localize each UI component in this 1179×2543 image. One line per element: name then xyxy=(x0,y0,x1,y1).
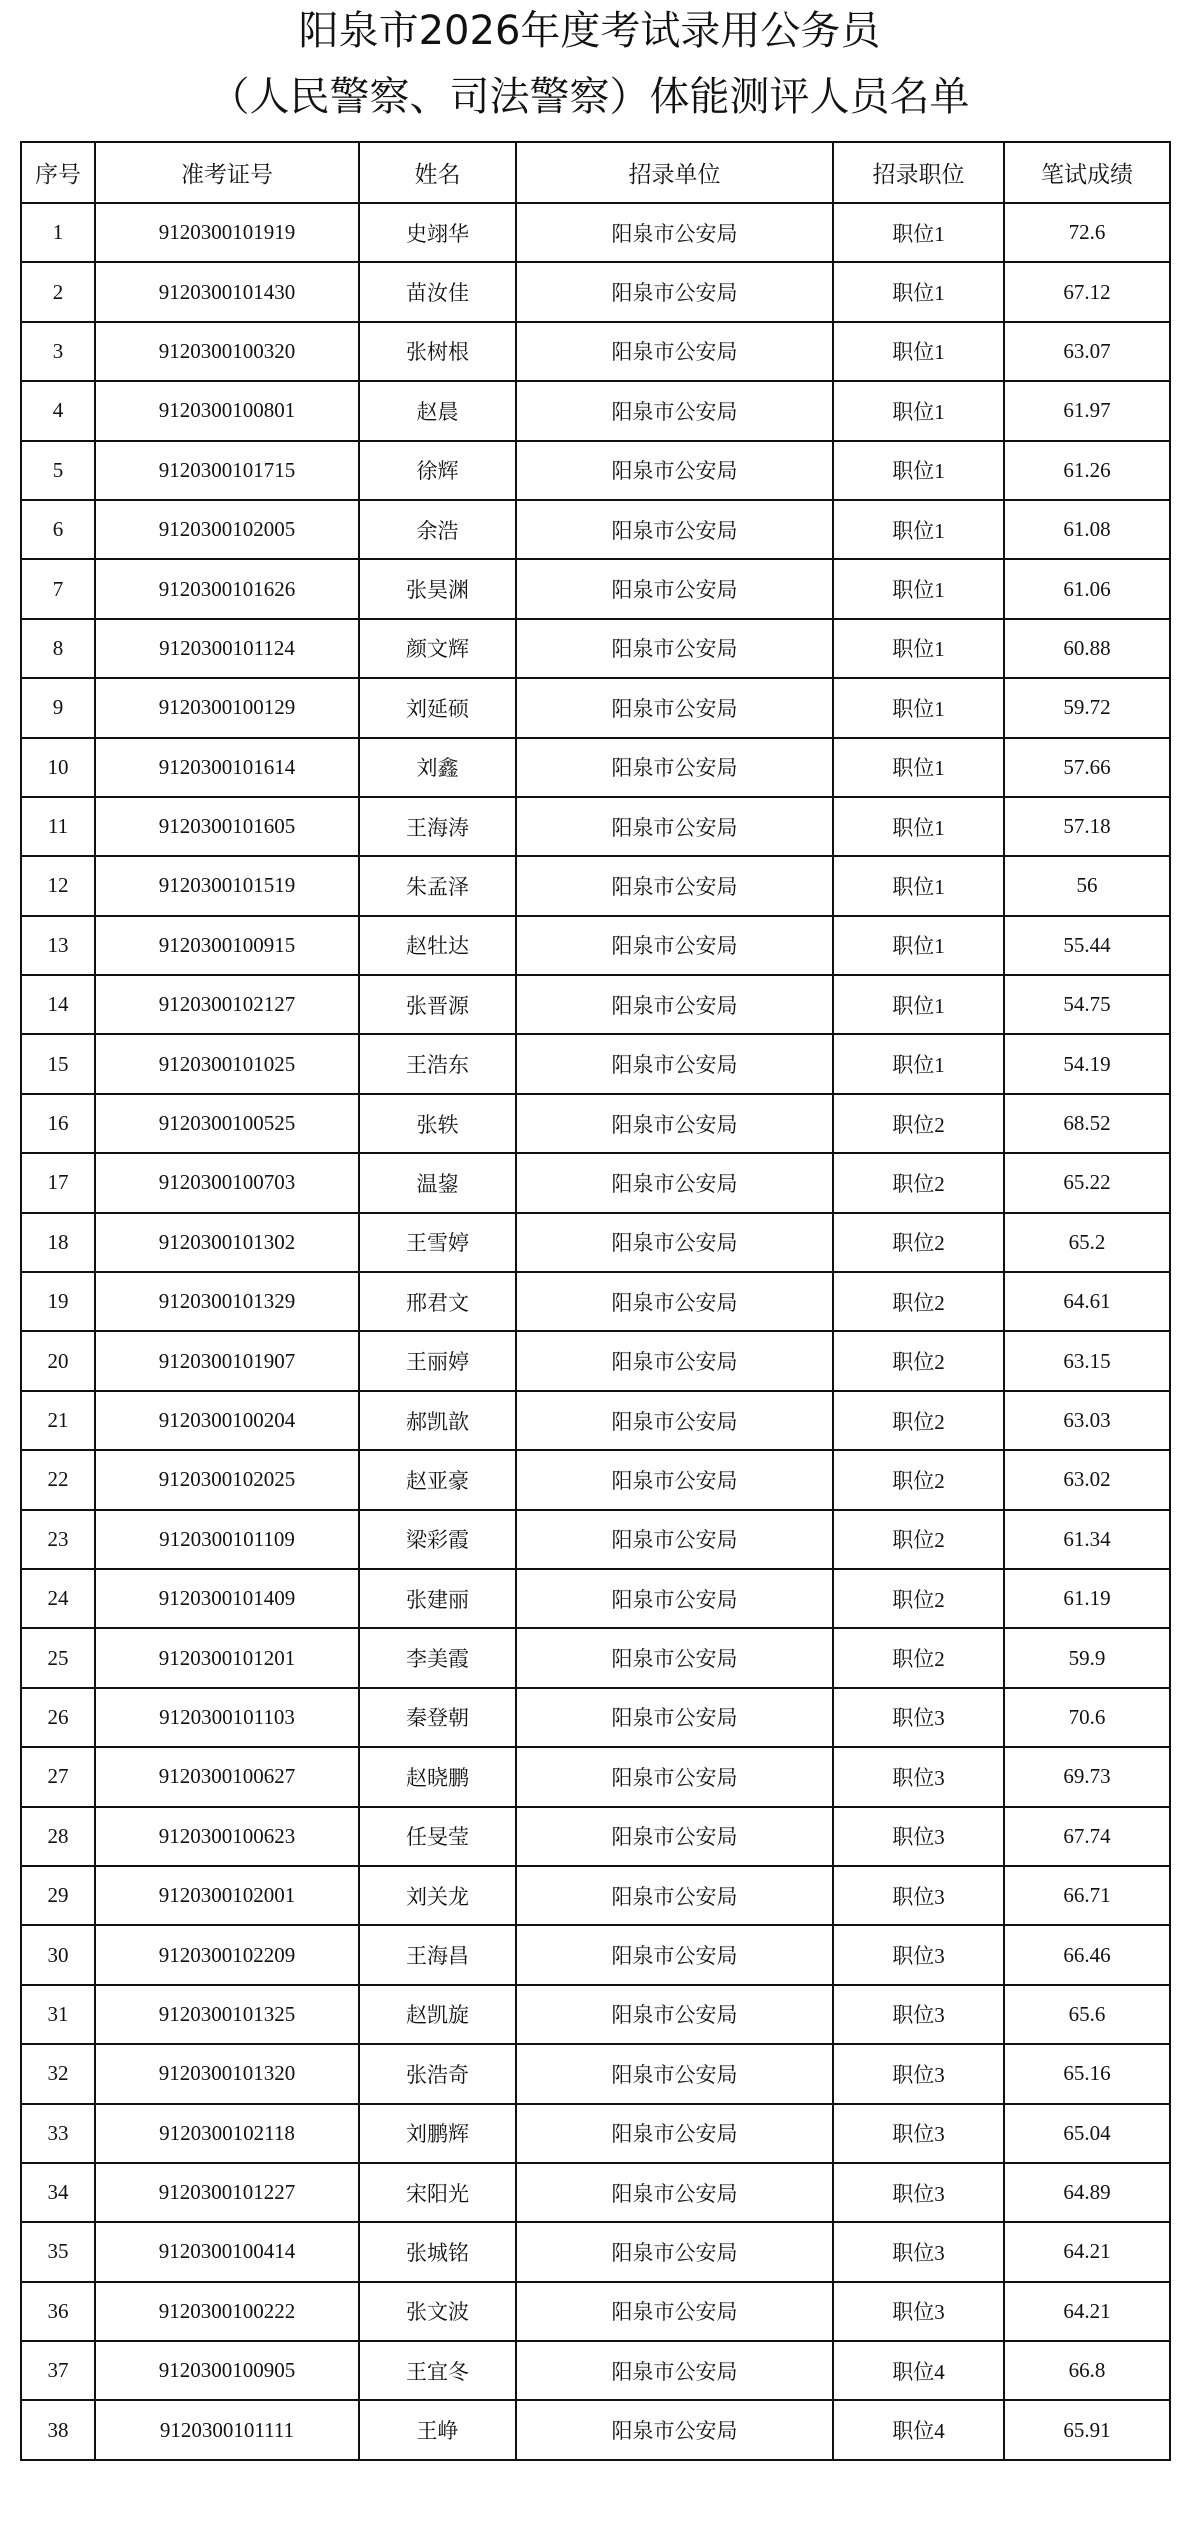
cell-recruiting-unit: 阳泉市公安局 xyxy=(516,203,833,262)
cell-written-score: 60.88 xyxy=(1004,619,1170,678)
title-line-1: 阳泉市2026年度考试录用公务员 xyxy=(298,8,881,54)
cell-exam-id: 9120300100204 xyxy=(95,1391,359,1450)
table-row xyxy=(21,1628,1170,1687)
cell-written-score: 61.34 xyxy=(1004,1510,1170,1569)
cell-seq: 10 xyxy=(21,738,95,797)
header-written-score: 笔试成绩 xyxy=(1004,142,1170,203)
cell-written-score: 66.8 xyxy=(1004,2341,1170,2400)
cell-name: 余浩 xyxy=(359,500,516,559)
cell-position: 职位3 xyxy=(833,1985,1004,2044)
cell-seq: 35 xyxy=(21,2222,95,2281)
cell-exam-id: 9120300101227 xyxy=(95,2163,359,2222)
table-row xyxy=(21,1153,1170,1212)
cell-position: 职位3 xyxy=(833,2104,1004,2163)
cell-recruiting-unit: 阳泉市公安局 xyxy=(516,500,833,559)
cell-name: 温鋆 xyxy=(359,1153,516,1212)
cell-exam-id: 9120300100623 xyxy=(95,1807,359,1866)
cell-position: 职位1 xyxy=(833,203,1004,262)
cell-name: 赵牡达 xyxy=(359,916,516,975)
cell-exam-id: 9120300102005 xyxy=(95,500,359,559)
cell-exam-id: 9120300101626 xyxy=(95,559,359,618)
table-row xyxy=(21,2341,1170,2400)
cell-written-score: 59.9 xyxy=(1004,1628,1170,1687)
cell-written-score: 65.6 xyxy=(1004,1985,1170,2044)
table-row xyxy=(21,1331,1170,1390)
cell-name: 王雪婷 xyxy=(359,1213,516,1272)
cell-exam-id: 9120300101320 xyxy=(95,2044,359,2103)
cell-exam-id: 9120300100129 xyxy=(95,678,359,737)
cell-exam-id: 9120300101430 xyxy=(95,262,359,321)
cell-position: 职位2 xyxy=(833,1628,1004,1687)
table-row xyxy=(21,1985,1170,2044)
header-seq: 序号 xyxy=(21,142,95,203)
table-row xyxy=(21,678,1170,737)
cell-written-score: 65.16 xyxy=(1004,2044,1170,2103)
cell-name: 王丽婷 xyxy=(359,1331,516,1390)
cell-recruiting-unit: 阳泉市公安局 xyxy=(516,2341,833,2400)
cell-position: 职位2 xyxy=(833,1510,1004,1569)
cell-seq: 26 xyxy=(21,1688,95,1747)
cell-seq: 25 xyxy=(21,1628,95,1687)
cell-position: 职位1 xyxy=(833,916,1004,975)
cell-recruiting-unit: 阳泉市公安局 xyxy=(516,619,833,678)
cell-recruiting-unit: 阳泉市公安局 xyxy=(516,1747,833,1806)
cell-seq: 31 xyxy=(21,1985,95,2044)
cell-exam-id: 9120300100222 xyxy=(95,2282,359,2341)
cell-name: 王海昌 xyxy=(359,1925,516,1984)
cell-name: 颜文辉 xyxy=(359,619,516,678)
cell-recruiting-unit: 阳泉市公安局 xyxy=(516,1510,833,1569)
cell-seq: 2 xyxy=(21,262,95,321)
cell-exam-id: 9120300101907 xyxy=(95,1331,359,1390)
header-position: 招录职位 xyxy=(833,142,1004,203)
cell-name: 张浩奇 xyxy=(359,2044,516,2103)
cell-written-score: 56 xyxy=(1004,856,1170,915)
cell-name: 刘鑫 xyxy=(359,738,516,797)
cell-written-score: 65.2 xyxy=(1004,1213,1170,1272)
cell-seq: 15 xyxy=(21,1034,95,1093)
cell-position: 职位4 xyxy=(833,2341,1004,2400)
cell-position: 职位3 xyxy=(833,2222,1004,2281)
table-row xyxy=(21,262,1170,321)
cell-seq: 36 xyxy=(21,2282,95,2341)
cell-written-score: 57.66 xyxy=(1004,738,1170,797)
cell-position: 职位2 xyxy=(833,1569,1004,1628)
cell-recruiting-unit: 阳泉市公安局 xyxy=(516,1391,833,1450)
table-row xyxy=(21,1450,1170,1509)
cell-exam-id: 9120300101302 xyxy=(95,1213,359,1272)
cell-recruiting-unit: 阳泉市公安局 xyxy=(516,1272,833,1331)
cell-written-score: 65.22 xyxy=(1004,1153,1170,1212)
cell-exam-id: 9120300102127 xyxy=(95,975,359,1034)
table-row xyxy=(21,1747,1170,1806)
table-row xyxy=(21,500,1170,559)
cell-position: 职位1 xyxy=(833,1034,1004,1093)
cell-position: 职位2 xyxy=(833,1450,1004,1509)
cell-recruiting-unit: 阳泉市公安局 xyxy=(516,678,833,737)
cell-recruiting-unit: 阳泉市公安局 xyxy=(516,1688,833,1747)
cell-written-score: 57.18 xyxy=(1004,797,1170,856)
table-row xyxy=(21,2163,1170,2222)
table-row xyxy=(21,797,1170,856)
cell-name: 王海涛 xyxy=(359,797,516,856)
table-body xyxy=(21,203,1170,2460)
cell-seq: 28 xyxy=(21,1807,95,1866)
cell-recruiting-unit: 阳泉市公安局 xyxy=(516,2044,833,2103)
table-row xyxy=(21,975,1170,1034)
cell-exam-id: 9120300100627 xyxy=(95,1747,359,1806)
table-row xyxy=(21,2104,1170,2163)
cell-recruiting-unit: 阳泉市公安局 xyxy=(516,262,833,321)
cell-seq: 27 xyxy=(21,1747,95,1806)
cell-recruiting-unit: 阳泉市公安局 xyxy=(516,2222,833,2281)
cell-name: 张城铭 xyxy=(359,2222,516,2281)
cell-written-score: 67.12 xyxy=(1004,262,1170,321)
cell-name: 张昊渊 xyxy=(359,559,516,618)
cell-position: 职位3 xyxy=(833,2044,1004,2103)
cell-recruiting-unit: 阳泉市公安局 xyxy=(516,1213,833,1272)
cell-position: 职位1 xyxy=(833,381,1004,440)
cell-recruiting-unit: 阳泉市公安局 xyxy=(516,1866,833,1925)
table-row xyxy=(21,2222,1170,2281)
cell-position: 职位2 xyxy=(833,1331,1004,1390)
cell-name: 赵亚豪 xyxy=(359,1450,516,1509)
cell-position: 职位1 xyxy=(833,856,1004,915)
cell-recruiting-unit: 阳泉市公安局 xyxy=(516,975,833,1034)
cell-exam-id: 9120300101109 xyxy=(95,1510,359,1569)
cell-exam-id: 9120300100525 xyxy=(95,1094,359,1153)
cell-seq: 18 xyxy=(21,1213,95,1272)
table-row xyxy=(21,1925,1170,1984)
cell-name: 朱孟泽 xyxy=(359,856,516,915)
table-row xyxy=(21,1391,1170,1450)
cell-seq: 13 xyxy=(21,916,95,975)
cell-recruiting-unit: 阳泉市公安局 xyxy=(516,2400,833,2459)
cell-seq: 5 xyxy=(21,441,95,500)
cell-written-score: 65.91 xyxy=(1004,2400,1170,2459)
table-row xyxy=(21,1510,1170,1569)
cell-written-score: 68.52 xyxy=(1004,1094,1170,1153)
cell-recruiting-unit: 阳泉市公安局 xyxy=(516,2282,833,2341)
cell-name: 徐辉 xyxy=(359,441,516,500)
cell-exam-id: 9120300100320 xyxy=(95,322,359,381)
cell-exam-id: 9120300102118 xyxy=(95,2104,359,2163)
cell-seq: 4 xyxy=(21,381,95,440)
cell-seq: 33 xyxy=(21,2104,95,2163)
cell-exam-id: 9120300101124 xyxy=(95,619,359,678)
cell-seq: 8 xyxy=(21,619,95,678)
cell-seq: 32 xyxy=(21,2044,95,2103)
cell-written-score: 63.15 xyxy=(1004,1331,1170,1390)
cell-written-score: 63.03 xyxy=(1004,1391,1170,1450)
cell-written-score: 61.19 xyxy=(1004,1569,1170,1628)
cell-seq: 6 xyxy=(21,500,95,559)
cell-written-score: 59.72 xyxy=(1004,678,1170,737)
table-row xyxy=(21,916,1170,975)
title-line-2: （人民警察、司法警察）体能测评人员名单 xyxy=(209,74,970,120)
cell-seq: 37 xyxy=(21,2341,95,2400)
cell-name: 任旻莹 xyxy=(359,1807,516,1866)
cell-exam-id: 9120300100915 xyxy=(95,916,359,975)
cell-recruiting-unit: 阳泉市公安局 xyxy=(516,1034,833,1093)
cell-seq: 14 xyxy=(21,975,95,1034)
cell-seq: 19 xyxy=(21,1272,95,1331)
cell-recruiting-unit: 阳泉市公安局 xyxy=(516,856,833,915)
cell-written-score: 66.46 xyxy=(1004,1925,1170,1984)
cell-position: 职位3 xyxy=(833,1925,1004,1984)
cell-name: 史翊华 xyxy=(359,203,516,262)
cell-name: 王浩东 xyxy=(359,1034,516,1093)
cell-exam-id: 9120300101919 xyxy=(95,203,359,262)
cell-position: 职位3 xyxy=(833,1688,1004,1747)
cell-name: 梁彩霞 xyxy=(359,1510,516,1569)
cell-name: 赵晨 xyxy=(359,381,516,440)
cell-exam-id: 9120300101614 xyxy=(95,738,359,797)
cell-name: 秦登朝 xyxy=(359,1688,516,1747)
table-row xyxy=(21,1034,1170,1093)
table-row xyxy=(21,203,1170,262)
cell-seq: 11 xyxy=(21,797,95,856)
cell-seq: 1 xyxy=(21,203,95,262)
cell-seq: 3 xyxy=(21,322,95,381)
table-row xyxy=(21,1569,1170,1628)
cell-name: 张树根 xyxy=(359,322,516,381)
cell-recruiting-unit: 阳泉市公安局 xyxy=(516,1628,833,1687)
cell-exam-id: 9120300101605 xyxy=(95,797,359,856)
cell-position: 职位2 xyxy=(833,1391,1004,1450)
cell-position: 职位2 xyxy=(833,1153,1004,1212)
cell-position: 职位1 xyxy=(833,738,1004,797)
cell-seq: 34 xyxy=(21,2163,95,2222)
cell-written-score: 61.08 xyxy=(1004,500,1170,559)
cell-position: 职位2 xyxy=(833,1272,1004,1331)
cell-seq: 17 xyxy=(21,1153,95,1212)
cell-exam-id: 9120300101715 xyxy=(95,441,359,500)
cell-name: 宋阳光 xyxy=(359,2163,516,2222)
cell-exam-id: 9120300102001 xyxy=(95,1866,359,1925)
cell-seq: 24 xyxy=(21,1569,95,1628)
cell-seq: 12 xyxy=(21,856,95,915)
cell-exam-id: 9120300101329 xyxy=(95,1272,359,1331)
cell-position: 职位1 xyxy=(833,797,1004,856)
cell-position: 职位1 xyxy=(833,678,1004,737)
cell-name: 张晋源 xyxy=(359,975,516,1034)
cell-exam-id: 9120300100414 xyxy=(95,2222,359,2281)
cell-seq: 29 xyxy=(21,1866,95,1925)
table-row xyxy=(21,381,1170,440)
table-row xyxy=(21,1807,1170,1866)
cell-name: 张轶 xyxy=(359,1094,516,1153)
cell-name: 刘鹏辉 xyxy=(359,2104,516,2163)
candidate-table xyxy=(20,141,1171,2461)
cell-name: 赵晓鹏 xyxy=(359,1747,516,1806)
cell-exam-id: 9120300102025 xyxy=(95,1450,359,1509)
cell-written-score: 64.21 xyxy=(1004,2282,1170,2341)
cell-seq: 30 xyxy=(21,1925,95,1984)
table-row xyxy=(21,1213,1170,1272)
cell-seq: 22 xyxy=(21,1450,95,1509)
cell-seq: 20 xyxy=(21,1331,95,1390)
cell-recruiting-unit: 阳泉市公安局 xyxy=(516,1985,833,2044)
table-row xyxy=(21,322,1170,381)
cell-recruiting-unit: 阳泉市公安局 xyxy=(516,1569,833,1628)
cell-name: 李美霞 xyxy=(359,1628,516,1687)
cell-exam-id: 9120300101519 xyxy=(95,856,359,915)
cell-written-score: 63.02 xyxy=(1004,1450,1170,1509)
cell-written-score: 66.71 xyxy=(1004,1866,1170,1925)
cell-written-score: 72.6 xyxy=(1004,203,1170,262)
cell-position: 职位3 xyxy=(833,1866,1004,1925)
table-row xyxy=(21,441,1170,500)
cell-position: 职位2 xyxy=(833,1213,1004,1272)
document-title xyxy=(0,0,1179,137)
table-row xyxy=(21,559,1170,618)
cell-name: 赵凯旋 xyxy=(359,1985,516,2044)
cell-exam-id: 9120300101325 xyxy=(95,1985,359,2044)
cell-recruiting-unit: 阳泉市公安局 xyxy=(516,322,833,381)
table-row xyxy=(21,619,1170,678)
cell-recruiting-unit: 阳泉市公安局 xyxy=(516,1331,833,1390)
header-name: 姓名 xyxy=(359,142,516,203)
cell-written-score: 63.07 xyxy=(1004,322,1170,381)
cell-seq: 23 xyxy=(21,1510,95,1569)
cell-position: 职位1 xyxy=(833,559,1004,618)
cell-exam-id: 9120300101201 xyxy=(95,1628,359,1687)
cell-name: 刘关龙 xyxy=(359,1866,516,1925)
cell-recruiting-unit: 阳泉市公安局 xyxy=(516,916,833,975)
cell-recruiting-unit: 阳泉市公安局 xyxy=(516,797,833,856)
cell-name: 苗汝佳 xyxy=(359,262,516,321)
cell-written-score: 55.44 xyxy=(1004,916,1170,975)
cell-exam-id: 9120300101025 xyxy=(95,1034,359,1093)
cell-recruiting-unit: 阳泉市公安局 xyxy=(516,2163,833,2222)
cell-position: 职位1 xyxy=(833,619,1004,678)
cell-written-score: 61.06 xyxy=(1004,559,1170,618)
cell-seq: 9 xyxy=(21,678,95,737)
cell-exam-id: 9120300100801 xyxy=(95,381,359,440)
cell-position: 职位3 xyxy=(833,2163,1004,2222)
table-row xyxy=(21,1094,1170,1153)
table-row xyxy=(21,738,1170,797)
cell-written-score: 64.61 xyxy=(1004,1272,1170,1331)
table-row xyxy=(21,2044,1170,2103)
table-row xyxy=(21,856,1170,915)
cell-seq: 21 xyxy=(21,1391,95,1450)
cell-position: 职位1 xyxy=(833,322,1004,381)
table-row xyxy=(21,1866,1170,1925)
table-header-row xyxy=(21,142,1170,203)
cell-recruiting-unit: 阳泉市公安局 xyxy=(516,2104,833,2163)
cell-name: 张文波 xyxy=(359,2282,516,2341)
cell-written-score: 61.97 xyxy=(1004,381,1170,440)
cell-recruiting-unit: 阳泉市公安局 xyxy=(516,1450,833,1509)
header-exam-id: 准考证号 xyxy=(95,142,359,203)
cell-written-score: 67.74 xyxy=(1004,1807,1170,1866)
cell-seq: 38 xyxy=(21,2400,95,2459)
cell-recruiting-unit: 阳泉市公安局 xyxy=(516,381,833,440)
cell-written-score: 54.75 xyxy=(1004,975,1170,1034)
cell-recruiting-unit: 阳泉市公安局 xyxy=(516,441,833,500)
cell-seq: 16 xyxy=(21,1094,95,1153)
cell-written-score: 65.04 xyxy=(1004,2104,1170,2163)
cell-position: 职位1 xyxy=(833,441,1004,500)
cell-written-score: 64.89 xyxy=(1004,2163,1170,2222)
cell-position: 职位1 xyxy=(833,500,1004,559)
cell-recruiting-unit: 阳泉市公安局 xyxy=(516,1094,833,1153)
cell-seq: 7 xyxy=(21,559,95,618)
cell-recruiting-unit: 阳泉市公安局 xyxy=(516,559,833,618)
table-row xyxy=(21,2282,1170,2341)
cell-exam-id: 9120300101103 xyxy=(95,1688,359,1747)
cell-written-score: 64.21 xyxy=(1004,2222,1170,2281)
cell-written-score: 54.19 xyxy=(1004,1034,1170,1093)
cell-position: 职位3 xyxy=(833,1747,1004,1806)
cell-exam-id: 9120300100703 xyxy=(95,1153,359,1212)
cell-exam-id: 9120300100905 xyxy=(95,2341,359,2400)
cell-exam-id: 9120300101409 xyxy=(95,1569,359,1628)
cell-exam-id: 9120300101111 xyxy=(95,2400,359,2459)
cell-position: 职位3 xyxy=(833,1807,1004,1866)
cell-recruiting-unit: 阳泉市公安局 xyxy=(516,738,833,797)
cell-recruiting-unit: 阳泉市公安局 xyxy=(516,1925,833,1984)
table-row xyxy=(21,1272,1170,1331)
cell-name: 郝凯歆 xyxy=(359,1391,516,1450)
cell-written-score: 61.26 xyxy=(1004,441,1170,500)
cell-position: 职位4 xyxy=(833,2400,1004,2459)
header-recruiting-unit: 招录单位 xyxy=(516,142,833,203)
table-row xyxy=(21,2400,1170,2459)
table-row xyxy=(21,1688,1170,1747)
cell-name: 王宜冬 xyxy=(359,2341,516,2400)
cell-position: 职位2 xyxy=(833,1094,1004,1153)
cell-exam-id: 9120300102209 xyxy=(95,1925,359,1984)
cell-name: 王峥 xyxy=(359,2400,516,2459)
cell-position: 职位1 xyxy=(833,975,1004,1034)
cell-written-score: 70.6 xyxy=(1004,1688,1170,1747)
cell-name: 邢君文 xyxy=(359,1272,516,1331)
cell-position: 职位1 xyxy=(833,262,1004,321)
cell-name: 刘延硕 xyxy=(359,678,516,737)
cell-written-score: 69.73 xyxy=(1004,1747,1170,1806)
cell-recruiting-unit: 阳泉市公安局 xyxy=(516,1153,833,1212)
cell-name: 张建丽 xyxy=(359,1569,516,1628)
cell-recruiting-unit: 阳泉市公安局 xyxy=(516,1807,833,1866)
cell-position: 职位3 xyxy=(833,2282,1004,2341)
